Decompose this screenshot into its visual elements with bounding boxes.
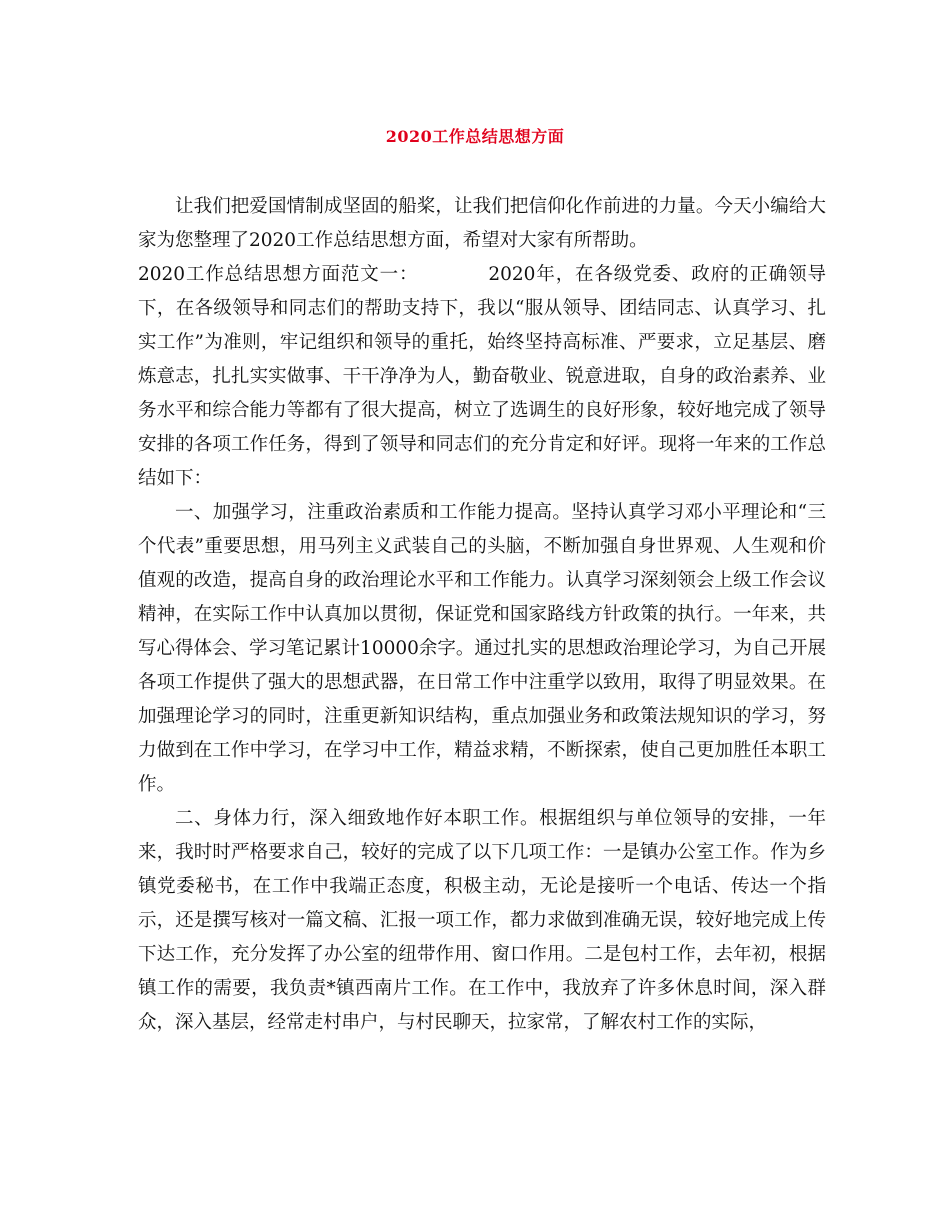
section-text: 2020年，在各级党委、政府的正确领导下，在各级领导和同志们的帮助支持下，我以“服从领导、团结同志、认真学习、扎实工作”为准则，牢记组织和领导的重托，始终坚持高标准、严要求，立足基层、磨炼意志，扎扎实实做事、干干净净为人，勤奋敬业、锐意进取，自身的政治素养、业务水平和综合能力等都有了很大提高，树立了选调生的良好形象，较好地完成了领导安排的各项工作任务，得到了领导和同志们的充分肯定和好评。现将一年来的工作总结如下： <box>138 264 826 489</box>
section-label: 2020工作总结思想方面范文一： <box>138 264 419 285</box>
section-paragraph <box>138 258 826 496</box>
intro-paragraph: 让我们把爱国情制成坚固的船桨，让我们把信仰化作前进的力量。今天小编给大家为您整理了2020工作总结思想方面，希望对大家有所帮助。 <box>138 196 826 251</box>
document-body <box>138 190 826 1040</box>
document-title: 2020工作总结思想方面 <box>385 127 565 146</box>
paragraph-2: 二、身体力行，深入细致地作好本职工作。根据组织与单位领导的安排，一年来，我时时严格要求自己，较好的完成了以下几项工作：一是镇办公室工作。作为乡镇党委秘书，在工作中我端正态度，积极主动，无论是接听一个电话、传达一个指示，还是撰写核对一篇文稿、汇报一项工作，都力求做到准确无误，较好地完成上传下达工作，充分发挥了办公室的纽带作用、窗口作用。二是包村工作，去年初，根据镇工作的需要，我负责*镇西南片工作。在工作中，我放弃了许多休息时间，深入群众，深入基层，经常走村串户，与村民聊天，拉家常，了解农村工作的实际， <box>138 808 826 1033</box>
paragraph-1: 一、加强学习，注重政治素质和工作能力提高。坚持认真学习邓小平理论和“三个代表”重要思想，用马列主义武装自己的头脑，不断加强自身世界观、人生观和价值观的改造，提高自身的政治理论水平和工作能力。认真学习深刻领会上级工作会议精神，在实际工作中认真加以贯彻，保证党和国家路线方针政策的执行。一年来，共写心得体会、学习笔记累计10000余字。通过扎实的思想政治理论学习，为自己开展各项工作提供了强大的思想武器，在日常工作中注重学以致用，取得了明显效果。在加强理论学习的同时，注重更新知识结构，重点加强业务和政策法规知识的学习，努力做到在工作中学习，在学习中工作，精益求精，不断探索，使自己更加胜任本职工作。 <box>138 502 826 795</box>
